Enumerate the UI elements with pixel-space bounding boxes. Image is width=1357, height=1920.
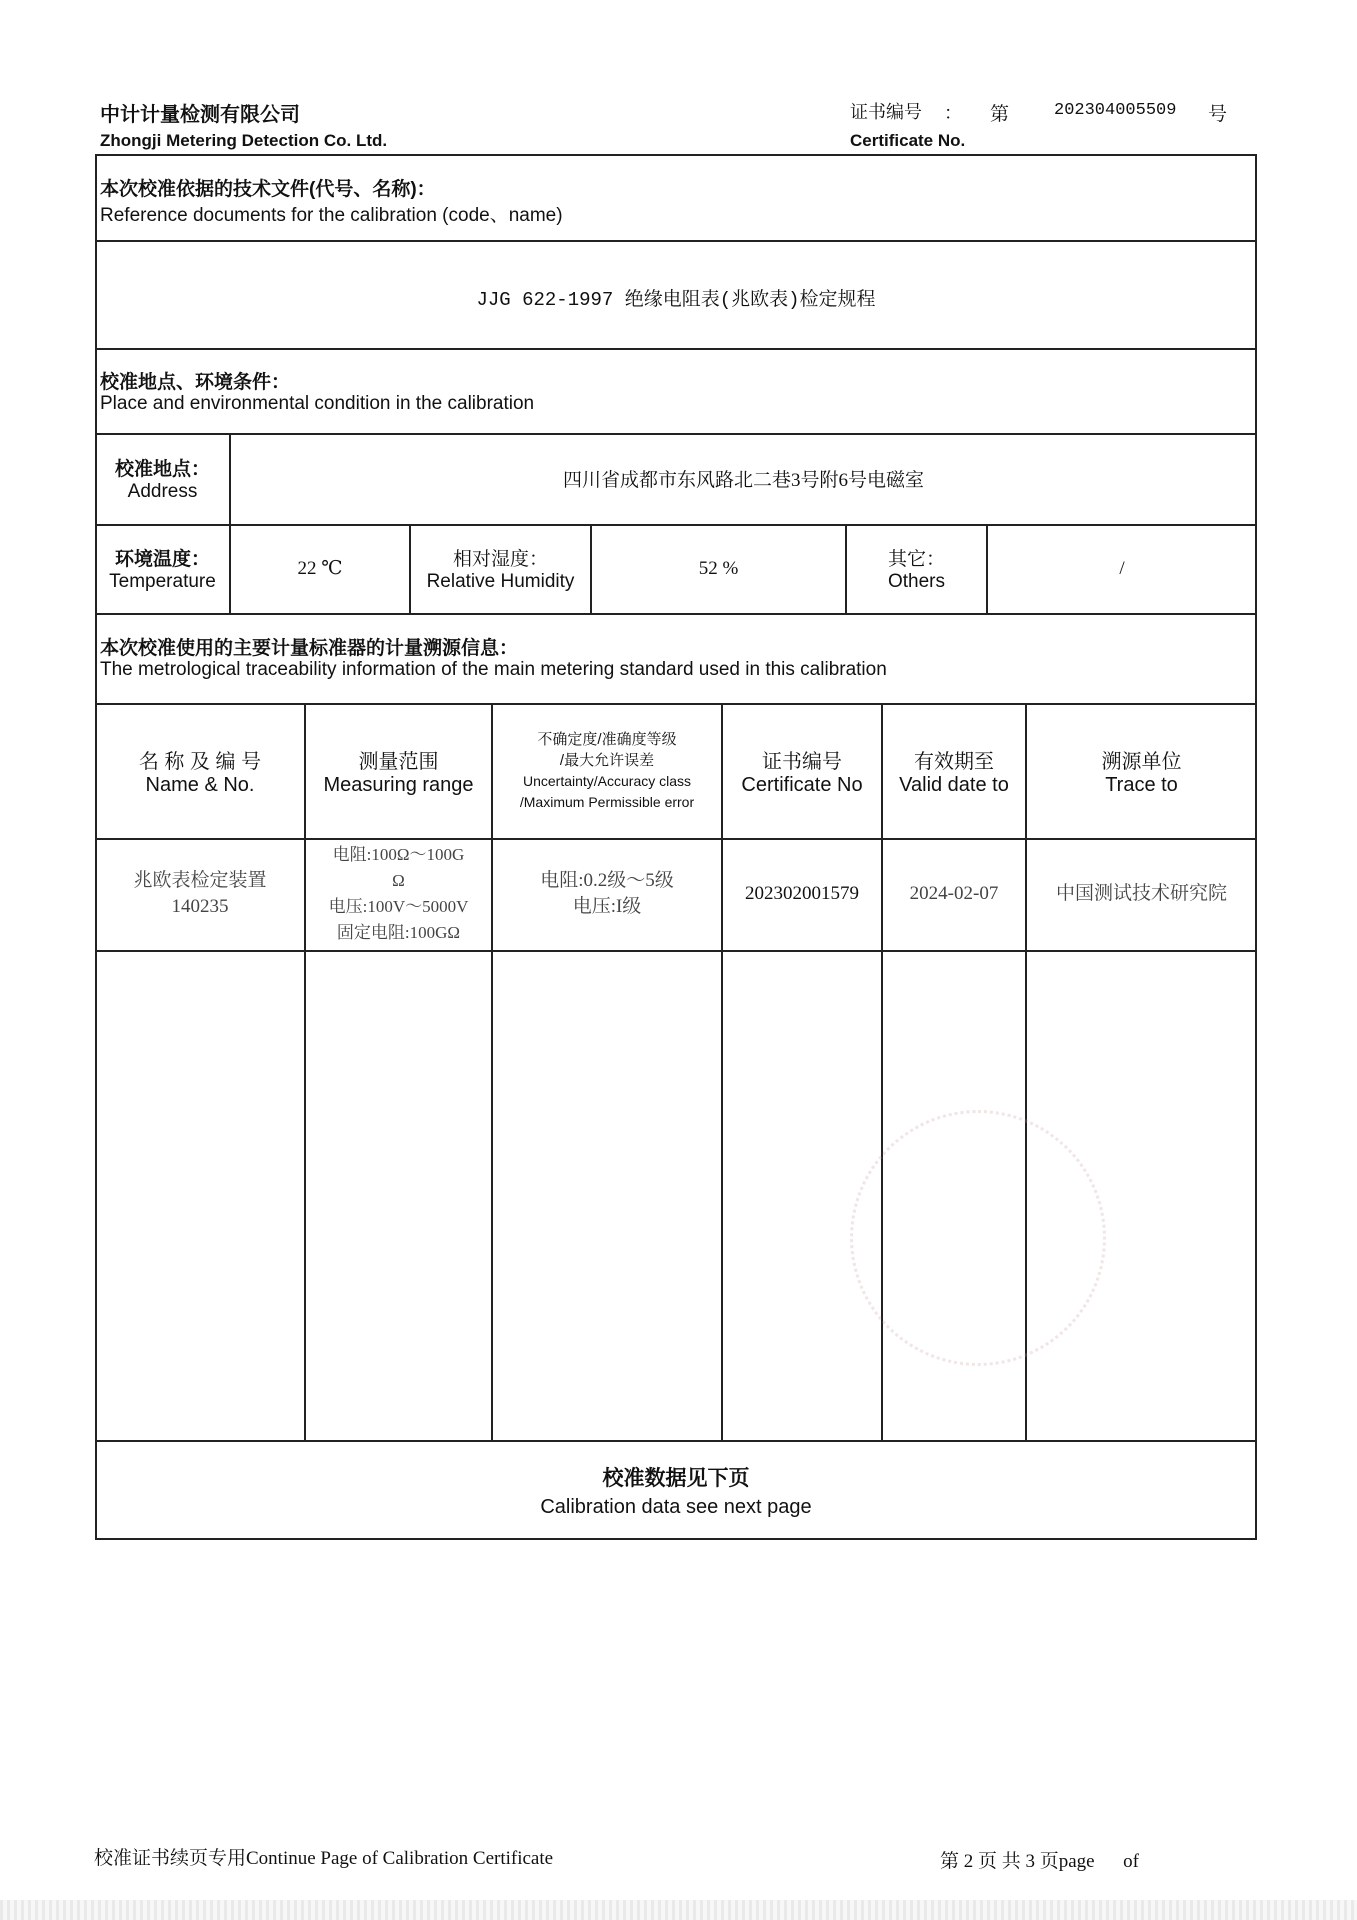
uncertainty-value bbox=[492, 838, 722, 950]
next-page-note bbox=[95, 1440, 1257, 1540]
temperature-label bbox=[95, 524, 230, 613]
certificate-number-value: 202302001579 bbox=[745, 883, 859, 904]
range-line-1: 电阻:100Ω～100G bbox=[332, 845, 465, 864]
place-title-cn: 校准地点、环境条件： bbox=[100, 372, 291, 393]
address-value: 四川省成都市东风路北二巷3号附6号电磁室 bbox=[562, 470, 924, 491]
table-header-range bbox=[305, 703, 492, 838]
others-label-en: Others bbox=[887, 571, 946, 592]
divider bbox=[95, 240, 1257, 242]
range-line-4: 固定电阻:100GΩ bbox=[336, 923, 461, 942]
table-header-uncertainty-cn1: 不确定度/准确度等级 bbox=[537, 730, 677, 748]
table-header-valid-date-en: Valid date to bbox=[899, 773, 1009, 796]
divider bbox=[95, 613, 1257, 615]
table-header-certificate-en: Certificate No bbox=[741, 773, 863, 796]
table-header-uncertainty-en1: Uncertainty/Accuracy class bbox=[522, 772, 692, 789]
table-header-certificate bbox=[722, 703, 882, 838]
certificate-label-cn: 证书编号 bbox=[850, 102, 922, 122]
company-name-en: Zhongji Metering Detection Co. Ltd. bbox=[100, 131, 388, 150]
others-label bbox=[846, 524, 987, 613]
trace-to-value: 中国测试技术研究院 bbox=[1055, 883, 1227, 904]
scan-edge bbox=[0, 1900, 1357, 1920]
valid-date-value: 2024-02-07 bbox=[909, 883, 999, 904]
certificate-number: 202304005509 bbox=[1054, 101, 1177, 120]
humidity-label-en: Relative Humidity bbox=[426, 571, 575, 592]
uncertainty-line-2: 电压:I级 bbox=[572, 896, 642, 917]
table-header-uncertainty-en2: /Maximum Permissible error bbox=[519, 793, 695, 810]
temperature-label-en: Temperature bbox=[109, 571, 216, 592]
table-header-range-en: Measuring range bbox=[323, 773, 474, 796]
faded-stamp bbox=[850, 1110, 1106, 1366]
table-header-name-en: Name & No. bbox=[145, 773, 255, 796]
certificate-di: 第 bbox=[990, 104, 1010, 125]
page-indicator: 第 2 页 共 3 页page of bbox=[940, 1851, 1139, 1872]
reference-title-cn: 本次校准依据的技术文件(代号、名称)： bbox=[100, 179, 436, 200]
footer-left: 校准证书续页专用Continue Page of Calibration Certificate bbox=[94, 1848, 554, 1869]
divider bbox=[95, 950, 1257, 952]
uncertainty-line-1: 电阻:0.2级～5级 bbox=[540, 870, 674, 891]
temperature-label-cn: 环境温度： bbox=[114, 549, 210, 570]
next-page-en: Calibration data see next page bbox=[540, 1495, 812, 1518]
address-label-en: Address bbox=[127, 481, 198, 502]
standard-number: 140235 bbox=[171, 896, 229, 917]
humidity-label bbox=[410, 524, 591, 613]
next-page-cn: 校准数据见下页 bbox=[602, 1466, 750, 1490]
table-header-trace-to-en: Trace to bbox=[1105, 773, 1178, 796]
table-header-valid-date-cn: 有效期至 bbox=[914, 750, 994, 773]
table-header-name bbox=[95, 703, 305, 838]
range-line-2: Ω bbox=[392, 871, 405, 890]
table-header-trace-to bbox=[1026, 703, 1257, 838]
standard-name: 兆欧表检定装置 bbox=[133, 870, 267, 891]
humidity-value: 52 % bbox=[698, 557, 739, 579]
table-header-certificate-cn: 证书编号 bbox=[762, 750, 842, 773]
address-label bbox=[95, 433, 230, 524]
certificate-hao: 号 bbox=[1208, 104, 1228, 125]
humidity-label-cn: 相对湿度： bbox=[452, 549, 548, 570]
traceability-title-cn: 本次校准使用的主要计量标准器的计量溯源信息： bbox=[100, 638, 519, 659]
divider bbox=[95, 348, 1257, 350]
address-label-cn: 校准地点： bbox=[114, 459, 210, 480]
traceability-title-en: The metrological traceability information of the main metering standard used in this calibration bbox=[100, 659, 887, 680]
company-name-cn: 中计计量检测有限公司 bbox=[100, 104, 300, 126]
temperature-value: 22 ℃ bbox=[297, 558, 343, 579]
table-header-uncertainty bbox=[492, 703, 722, 838]
measuring-range bbox=[305, 838, 492, 950]
reference-title-en: Reference documents for the calibration (code、name) bbox=[100, 205, 563, 226]
table-header-uncertainty-cn2: /最大允许误差 bbox=[559, 751, 655, 769]
range-line-3: 电压:100V～5000V bbox=[328, 897, 469, 916]
certificate-label-en: Certificate No. bbox=[850, 131, 966, 150]
table-header-range-cn: 测量范围 bbox=[358, 750, 439, 773]
table-header-valid-date bbox=[882, 703, 1026, 838]
certificate-colon: ： bbox=[944, 103, 962, 123]
table-header-trace-to-cn: 溯源单位 bbox=[1101, 750, 1182, 773]
reference-document: JJG 622-1997 绝缘电阻表(兆欧表)检定规程 bbox=[476, 289, 876, 311]
table-row bbox=[95, 838, 305, 950]
others-label-cn: 其它： bbox=[887, 549, 945, 570]
table-header-name-cn: 名 称 及 编 号 bbox=[138, 750, 262, 773]
others-value: / bbox=[1119, 557, 1125, 579]
place-title-en: Place and environmental condition in the calibration bbox=[100, 393, 535, 414]
